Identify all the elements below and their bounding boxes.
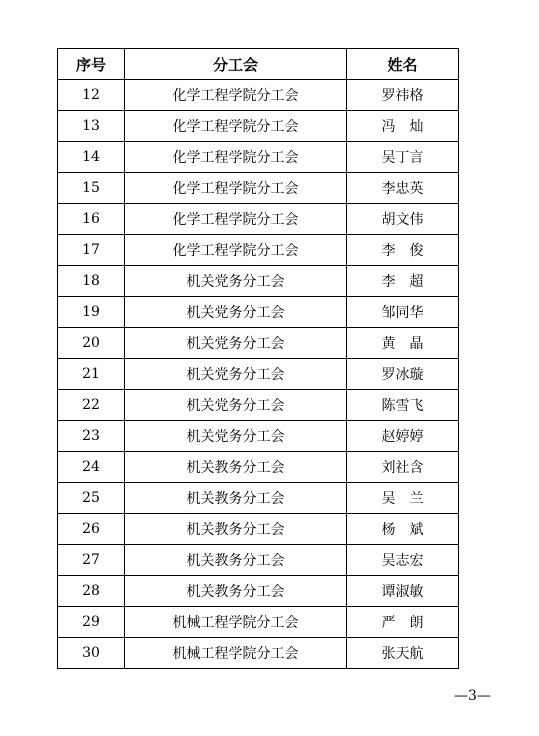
table-row [58, 111, 459, 142]
table-row [58, 452, 459, 483]
cell-serial: 24 [58, 452, 125, 483]
cell-branch-union: 机关党务分工会 [125, 328, 347, 359]
cell-serial: 13 [58, 111, 125, 142]
cell-serial: 29 [58, 607, 125, 638]
cell-name: 刘社含 [347, 452, 459, 483]
cell-branch-union: 化学工程学院分工会 [125, 204, 347, 235]
cell-name: 赵婷婷 [347, 421, 459, 452]
cell-serial: 22 [58, 390, 125, 421]
header-name: 姓名 [347, 49, 459, 80]
table-row [58, 390, 459, 421]
cell-name: 罗祎格 [347, 80, 459, 111]
cell-serial: 18 [58, 266, 125, 297]
table-row [58, 607, 459, 638]
table-row [58, 638, 459, 669]
cell-branch-union: 机械工程学院分工会 [125, 638, 347, 669]
cell-name: 李忠英 [347, 173, 459, 204]
cell-serial: 19 [58, 297, 125, 328]
table-row [58, 576, 459, 607]
cell-branch-union: 化学工程学院分工会 [125, 142, 347, 173]
cell-name: 李 俊 [347, 235, 459, 266]
table-header-row [58, 49, 459, 80]
cell-name: 李 超 [347, 266, 459, 297]
cell-branch-union: 机关教务分工会 [125, 483, 347, 514]
cell-branch-union: 机关党务分工会 [125, 297, 347, 328]
cell-serial: 17 [58, 235, 125, 266]
cell-name: 张天航 [347, 638, 459, 669]
cell-name: 黄 晶 [347, 328, 459, 359]
cell-branch-union: 机关党务分工会 [125, 421, 347, 452]
cell-serial: 26 [58, 514, 125, 545]
cell-branch-union: 机关党务分工会 [125, 266, 347, 297]
table-row [58, 266, 459, 297]
cell-branch-union: 机关党务分工会 [125, 359, 347, 390]
cell-name: 吴志宏 [347, 545, 459, 576]
table-row [58, 173, 459, 204]
cell-serial: 21 [58, 359, 125, 390]
cell-serial: 14 [58, 142, 125, 173]
table-body [58, 80, 459, 669]
table-row [58, 80, 459, 111]
cell-serial: 15 [58, 173, 125, 204]
cell-branch-union: 机械工程学院分工会 [125, 607, 347, 638]
table-row [58, 545, 459, 576]
cell-name: 冯 灿 [347, 111, 459, 142]
header-serial: 序号 [58, 49, 125, 80]
cell-serial: 25 [58, 483, 125, 514]
cell-branch-union: 机关教务分工会 [125, 514, 347, 545]
table-row [58, 359, 459, 390]
cell-name: 罗冰璇 [347, 359, 459, 390]
cell-branch-union: 机关教务分工会 [125, 452, 347, 483]
table-row [58, 142, 459, 173]
page-number: —3— [454, 688, 491, 704]
table-row [58, 235, 459, 266]
cell-branch-union: 化学工程学院分工会 [125, 111, 347, 142]
table-row [58, 421, 459, 452]
cell-branch-union: 化学工程学院分工会 [125, 80, 347, 111]
cell-name: 吴 兰 [347, 483, 459, 514]
header-branch-union: 分工会 [125, 49, 347, 80]
cell-serial: 23 [58, 421, 125, 452]
cell-serial: 28 [58, 576, 125, 607]
table-row [58, 514, 459, 545]
table-row [58, 483, 459, 514]
cell-name: 谭淑敏 [347, 576, 459, 607]
cell-branch-union: 化学工程学院分工会 [125, 173, 347, 204]
cell-serial: 27 [58, 545, 125, 576]
cell-name: 杨 斌 [347, 514, 459, 545]
cell-serial: 12 [58, 80, 125, 111]
cell-name: 胡文伟 [347, 204, 459, 235]
cell-name: 邹同华 [347, 297, 459, 328]
cell-branch-union: 机关教务分工会 [125, 545, 347, 576]
cell-name: 陈雪飞 [347, 390, 459, 421]
cell-branch-union: 化学工程学院分工会 [125, 235, 347, 266]
cell-name: 严 朗 [347, 607, 459, 638]
table-row [58, 328, 459, 359]
roster-table [57, 48, 459, 669]
cell-serial: 20 [58, 328, 125, 359]
cell-name: 吴丁言 [347, 142, 459, 173]
table-row [58, 204, 459, 235]
cell-branch-union: 机关教务分工会 [125, 576, 347, 607]
table-row [58, 297, 459, 328]
cell-branch-union: 机关党务分工会 [125, 390, 347, 421]
cell-serial: 16 [58, 204, 125, 235]
cell-serial: 30 [58, 638, 125, 669]
